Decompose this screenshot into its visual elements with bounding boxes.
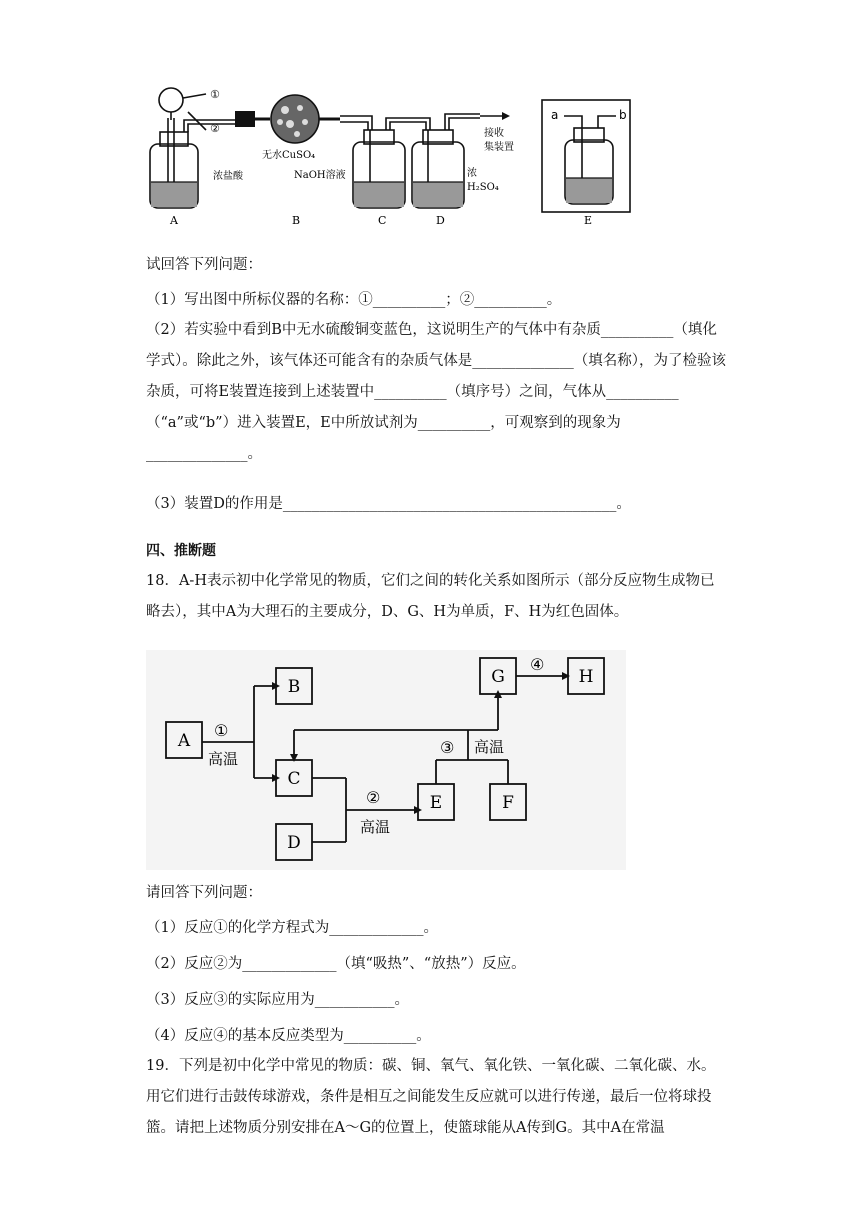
drying-tube-b [235, 95, 340, 143]
apparatus-figure [140, 78, 640, 228]
letter-d: D [436, 214, 445, 227]
letter-b: B [292, 214, 301, 227]
q18-part-2: （2）反应②为_____________（填“吸热”、“放热”）反应。 [146, 956, 526, 972]
box-h-label: H [578, 667, 594, 687]
box-b-label: B [287, 677, 301, 697]
label-a: a [551, 108, 559, 122]
box-e-label: E [429, 793, 443, 813]
q18-part-3: （3）反应③的实际应用为___________。 [146, 992, 409, 1008]
marker-1: ① [210, 88, 220, 101]
q18-intro: 请回答下列问题： [146, 885, 262, 901]
bottle-a-liquid [151, 182, 197, 207]
reaction-4-label: ④ [530, 655, 545, 674]
letter-a: A [170, 214, 178, 227]
reaction-3-condition: 高温 [474, 738, 505, 756]
marker-2: ② [210, 122, 220, 135]
q17-intro: 试回答下列问题： [146, 257, 262, 273]
q18-stem: 18．A-H表示初中化学常见的物质，它们之间的转化关系如图所示（部分反应物生成物已略去），其中A为大理石的主要成分，D、G、H为单质，F、H为红色固体。 [146, 573, 715, 620]
reaction-1-condition: 高温 [208, 750, 239, 768]
q18-part-4: （4）反应④的基本反应类型为__________。 [146, 1028, 431, 1044]
label-conc: 浓 [467, 168, 477, 179]
reaction-2-condition: 高温 [360, 818, 391, 836]
label-collect-2: 集装置 [484, 142, 514, 153]
box-a-label: A [177, 731, 191, 751]
box-g-label: G [491, 667, 505, 687]
flow-diagram [146, 650, 626, 870]
label-collect-1: 接收 [484, 128, 504, 139]
label-cuso4: 无水CuSO₄ [262, 150, 316, 161]
reaction-3-label: ③ [440, 738, 455, 757]
label-hcl: 浓盐酸 [213, 171, 243, 182]
box-c-label: C [287, 769, 301, 789]
reaction-2-label: ② [366, 788, 381, 807]
q17-part-1: （1）写出图中所标仪器的名称：①__________；②__________。 [146, 292, 562, 308]
box-f-label: F [502, 793, 514, 813]
reaction-1-label: ① [214, 721, 229, 740]
separatory-funnel [159, 88, 206, 130]
section-heading: 四、推断题 [146, 543, 216, 559]
q17-part-3: （3）装置D的作用是______________________________________________。 [146, 496, 631, 512]
letter-c: C [378, 214, 387, 227]
label-h2so4: H₂SO₄ [467, 182, 499, 193]
q18-part-1: （1）反应①的化学方程式为_____________。 [146, 920, 438, 936]
letter-e: E [584, 214, 593, 227]
q19-stem: 19．下列是初中化学中常见的物质：碳、铜、氧气、氧化铁、一氧化碳、二氧化碳、水。用它们进行击鼓传球游戏，条件是相互之间能发生反应就可以进行传递，最后一位将球投篮。请把上述物质分别安排在A～G的位置上，使篮球能从A传到G。其中A在常温 [146, 1058, 716, 1136]
box-d-label: D [287, 833, 301, 853]
label-naoh: NaOH溶液 [294, 170, 346, 181]
label-b: b [619, 108, 627, 122]
q17-part-2: （2）若实验中看到B中无水硫酸铜变蓝色，这说明生产的气体中有杂质__________（填化学式）。除此之外，该气体还可能含有的杂质气体是______________（填名称），为了检验该杂质，可将E装置连接到上述装置中__________（填序号）之间，气体从__________（“a”或“b”）进入装置E，E中所放试剂为__________，可观察到的现象为______________。 [146, 322, 726, 462]
